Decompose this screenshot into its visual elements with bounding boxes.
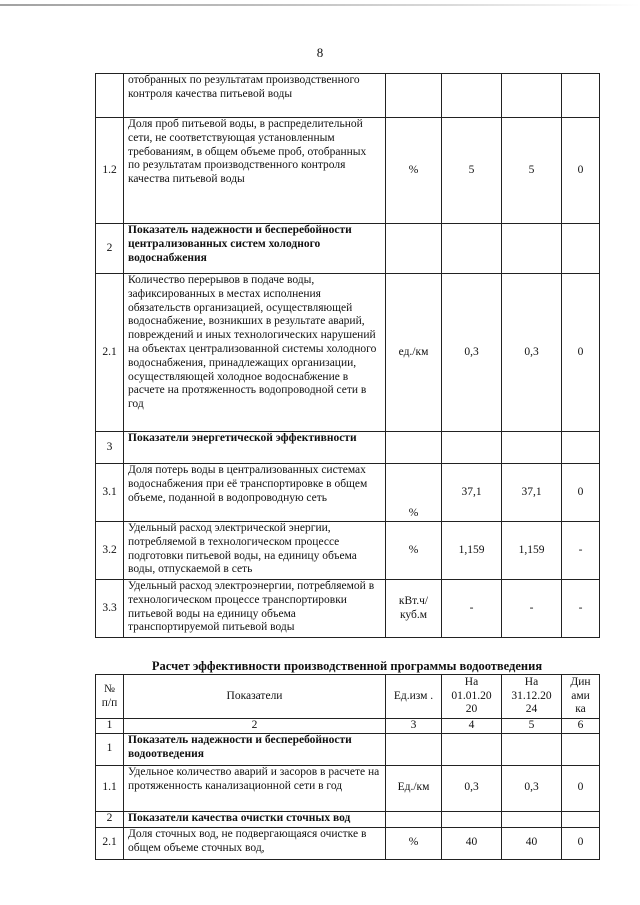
dynamics-cell: - [562, 580, 600, 638]
table-row [96, 464, 600, 522]
dynamics-cell: 0 [562, 118, 600, 224]
value-2020: 0,3 [442, 274, 502, 432]
section-title: Расчет эффективности производственной программы водоотведения [151, 659, 543, 673]
value-2020: 1,159 [442, 522, 502, 580]
header-dynamics: Дин ами ка [562, 675, 600, 719]
column-index: 3 [386, 719, 442, 734]
row-number: 2 [96, 811, 124, 827]
dynamics-cell [562, 224, 600, 274]
row-number: 3.1 [96, 464, 124, 522]
value-2020: 0,3 [442, 765, 502, 811]
dynamics-cell: 0 [562, 827, 600, 859]
table-header-row [96, 675, 600, 719]
row-number: 1.2 [96, 118, 124, 224]
value-2024 [502, 432, 562, 464]
column-index: 6 [562, 719, 600, 734]
unit-cell [386, 811, 442, 827]
table-row [96, 733, 600, 765]
dynamics-cell: 0 [562, 765, 600, 811]
table-row [96, 522, 600, 580]
row-number: 2.1 [96, 274, 124, 432]
unit-cell [386, 432, 442, 464]
value-2020 [442, 74, 502, 118]
unit-cell: % [386, 522, 442, 580]
row-number: 2 [96, 224, 124, 274]
unit-cell: % [386, 827, 442, 859]
indicator-text: Доля проб питьевой воды, в распределительной сети, не соответствующая установленным требованиям, в общем объеме проб, отобранных по результатам производственного контроля качества питьевой воды [124, 118, 386, 224]
unit-cell: Ед./км [386, 765, 442, 811]
row-number: 3 [96, 432, 124, 464]
indicator-text: Доля потерь воды в централизованных системах водоснабжения при её транспортировке в общем объеме, поданной в водопроводную сеть [124, 464, 386, 522]
table-row [96, 827, 600, 859]
table-row [96, 274, 600, 432]
value-2024: 1,159 [502, 522, 562, 580]
value-2024: 0,3 [502, 274, 562, 432]
header-value-2020: На 01.01.20 20 [442, 675, 502, 719]
dynamics-cell [562, 74, 600, 118]
value-2020: 40 [442, 827, 502, 859]
unit-cell [386, 74, 442, 118]
section-heading: Показатель надежности и бесперебойности централизованных систем холодного водоснабжения [124, 224, 386, 274]
value-2024 [502, 733, 562, 765]
value-2024 [502, 811, 562, 827]
page-number: 8 [316, 45, 324, 60]
value-2020: - [442, 580, 502, 638]
value-2024: - [502, 580, 562, 638]
unit-cell: ед./км [386, 274, 442, 432]
dynamics-cell [562, 432, 600, 464]
row-number [96, 74, 124, 118]
value-2020 [442, 432, 502, 464]
header-unit: Ед.изм . [386, 675, 442, 719]
value-2020 [442, 733, 502, 765]
indicator-text: Количество перерывов в подаче воды, зафиксированных в местах исполнения обязательств организацией, осуществляющей водоснабжение, возникших в результате аварий, повреждений и иных технологических нарушений на объектах централизованной системы холодного водоснабжения, принадлежащих организации, осуществляющей холодное водоснабжение в расчете на протяженность водопроводной сети в год [124, 274, 386, 432]
indicator-text: Удельный расход электроэнергии, потребляемой в технологическом процессе транспортировки питьевой воды на единицу объема транспортируемой питьевой воды [124, 580, 386, 638]
value-2020: 37,1 [442, 464, 502, 522]
unit-cell: % [386, 118, 442, 224]
indicators-table-water-supply [95, 73, 600, 638]
column-index: 2 [124, 719, 386, 734]
column-index: 5 [502, 719, 562, 734]
indicator-text: Удельный расход электрической энергии, потребляемой в технологическом процессе подготовки питьевой воды, на единицу объема воды, отпускаемой в сеть [124, 522, 386, 580]
section-heading: Показатели качества очистки сточных вод [124, 811, 386, 827]
unit-cell [386, 224, 442, 274]
indicator-text: отобранных по результатам производственного контроля качества питьевой воды [124, 74, 386, 118]
scan-edge-line [0, 4, 640, 6]
table-row [96, 224, 600, 274]
unit-cell: % [386, 464, 442, 522]
table-row [96, 765, 600, 811]
value-2024: 5 [502, 118, 562, 224]
unit-cell: кВт.ч/ куб.м [386, 580, 442, 638]
table-row [96, 432, 600, 464]
value-2024 [502, 224, 562, 274]
column-index-row [96, 719, 600, 734]
section-heading: Показатель надежности и бесперебойности водоотведения [124, 733, 386, 765]
dynamics-cell [562, 733, 600, 765]
value-2020 [442, 224, 502, 274]
row-number: 2.1 [96, 827, 124, 859]
section-heading: Показатели энергетической эффективности [124, 432, 386, 464]
table-row [96, 74, 600, 118]
table-row [96, 580, 600, 638]
column-index: 1 [96, 719, 124, 734]
unit-cell [386, 733, 442, 765]
value-2024: 37,1 [502, 464, 562, 522]
row-number: 3.3 [96, 580, 124, 638]
row-number: 3.2 [96, 522, 124, 580]
indicator-text: Доля сточных вод, не подвергающаяся очистке в общем объеме сточных вод, [124, 827, 386, 859]
value-2024: 0,3 [502, 765, 562, 811]
value-2024 [502, 74, 562, 118]
dynamics-cell: 0 [562, 464, 600, 522]
column-index: 4 [442, 719, 502, 734]
value-2020 [442, 811, 502, 827]
dynamics-cell: - [562, 522, 600, 580]
dynamics-cell: 0 [562, 274, 600, 432]
row-number: 1.1 [96, 765, 124, 811]
table-row [96, 811, 600, 827]
indicators-table-wastewater [95, 674, 600, 860]
header-number: № п/п [96, 675, 124, 719]
value-2020: 5 [442, 118, 502, 224]
value-2024: 40 [502, 827, 562, 859]
row-number: 1 [96, 733, 124, 765]
table-row [96, 118, 600, 224]
header-indicators: Показатели [124, 675, 386, 719]
indicator-text: Удельное количество аварий и засоров в расчете на протяженность канализационной сети в год [124, 765, 386, 811]
dynamics-cell [562, 811, 600, 827]
header-value-2024: На 31.12.20 24 [502, 675, 562, 719]
